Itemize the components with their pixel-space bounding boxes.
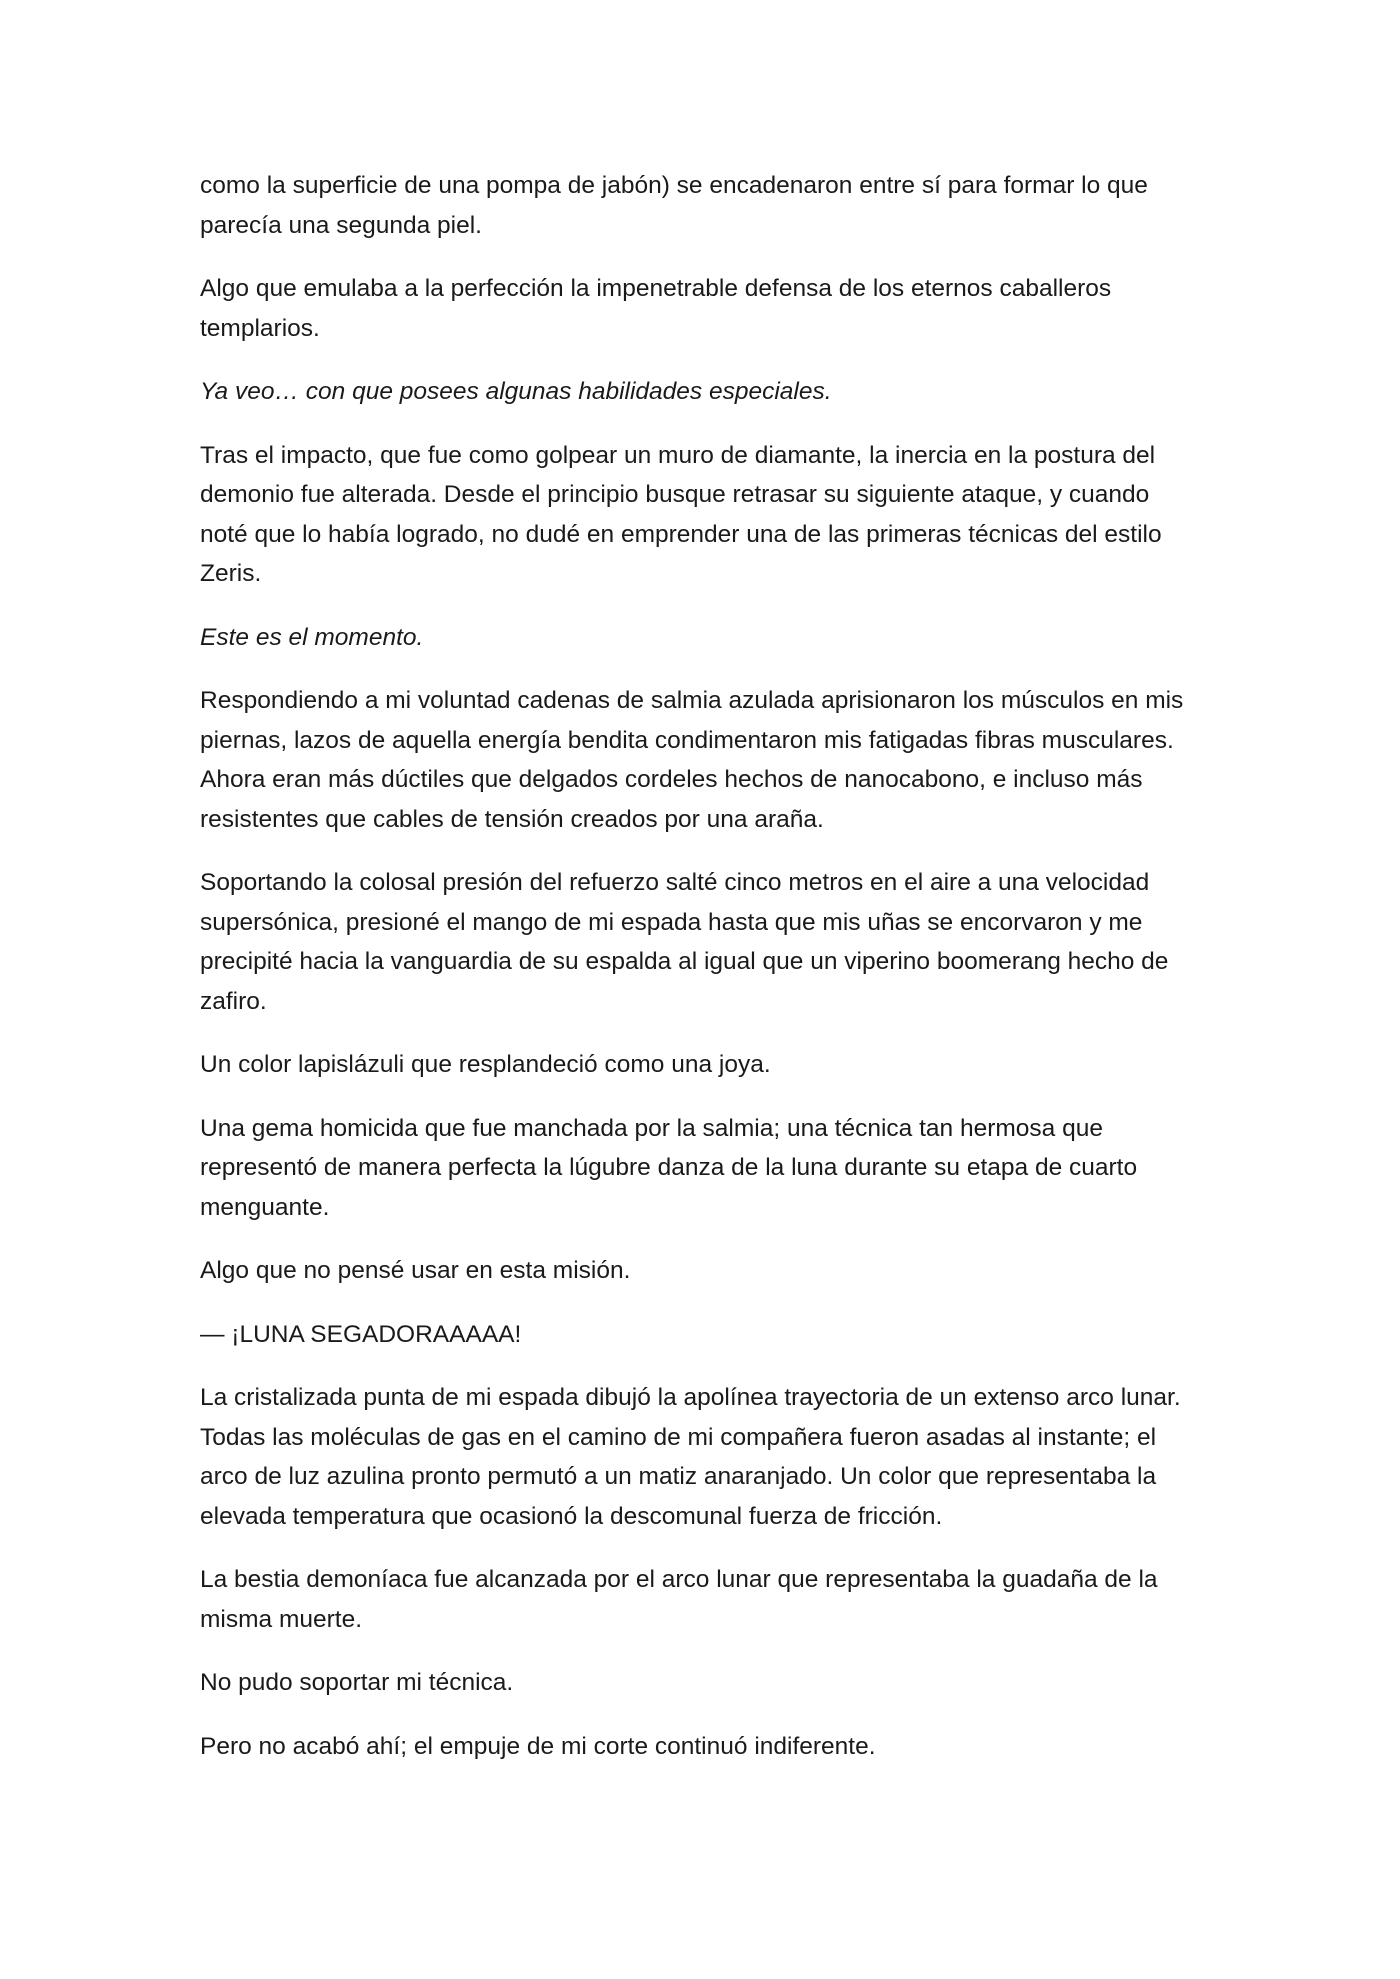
paragraph: Algo que no pensé usar en esta misión. <box>200 1257 631 1284</box>
dialogue-line: — ¡LUNA SEGADORAAAAA! <box>200 1320 522 1348</box>
paragraph-italic-thought: Ya veo… con que posees algunas habilidades especiales. <box>200 378 832 405</box>
body-text <box>200 166 1200 1790</box>
paragraph: Pero no acabó ahí; el empuje de mi corte continuó indiferente. <box>200 1732 876 1760</box>
paragraph: Una gema homicida que fue manchada por la salmia; una técnica tan hermosa que representó de manera perfecta la lúgubre danza de la luna durante su etapa de cuarto menguante. <box>200 1114 1138 1221</box>
paragraph: Un color lapislázuli que resplandeció como una joya. <box>200 1051 771 1078</box>
paragraph: Tras el impacto, que fue como golpear un muro de diamante, la inercia en la postura del demonio fue alterada. Desde el principio busque retrasar su siguiente ataque, y cuando noté que lo había logrado, no dudé en emprender una de las primeras técnicas del estilo Zeris. <box>200 441 1162 587</box>
paragraph: Respondiendo a mi voluntad cadenas de salmia azulada aprisionaron los músculos en mis piernas, lazos de aquella energía bendita condimentaron mis fatigadas fibras musculares. Ahora eran más dúctiles que delgados cordeles hechos de nanocabono, e incluso más resistentes que cables de tensión creados por una araña. <box>200 687 1184 833</box>
paragraph: Algo que emulaba a la perfección la impenetrable defensa de los eternos caballeros templarios. <box>200 275 1112 342</box>
paragraph: La bestia demoníaca fue alcanzada por el arco lunar que representaba la guadaña de la misma muerte. <box>200 1566 1158 1633</box>
paragraph: No pudo soportar mi técnica. <box>200 1669 514 1696</box>
paragraph: La cristalizada punta de mi espada dibujó la apolínea trayectoria de un extenso arco lunar. Todas las moléculas de gas en el camino de mi compañera fueron asadas al instante; el arco de luz azulina pronto permutó a un matiz anaranjado. Un color que representaba la elevada temperatura que ocasionó la descomunal fuerza de fricción. <box>200 1384 1181 1530</box>
paragraph: Soportando la colosal presión del refuerzo salté cinco metros en el aire a una velocidad supersónica, presioné el mango de mi espada hasta que mis uñas se encorvaron y me precipité hacia la vanguardia de su espalda al igual que un viperino boomerang hecho de zafiro. <box>200 869 1169 1015</box>
paragraph-italic-thought: Este es el momento. <box>200 623 424 651</box>
paragraph: como la superficie de una pompa de jabón) se encadenaron entre sí para formar lo que parecía una segunda piel. <box>200 172 1148 239</box>
